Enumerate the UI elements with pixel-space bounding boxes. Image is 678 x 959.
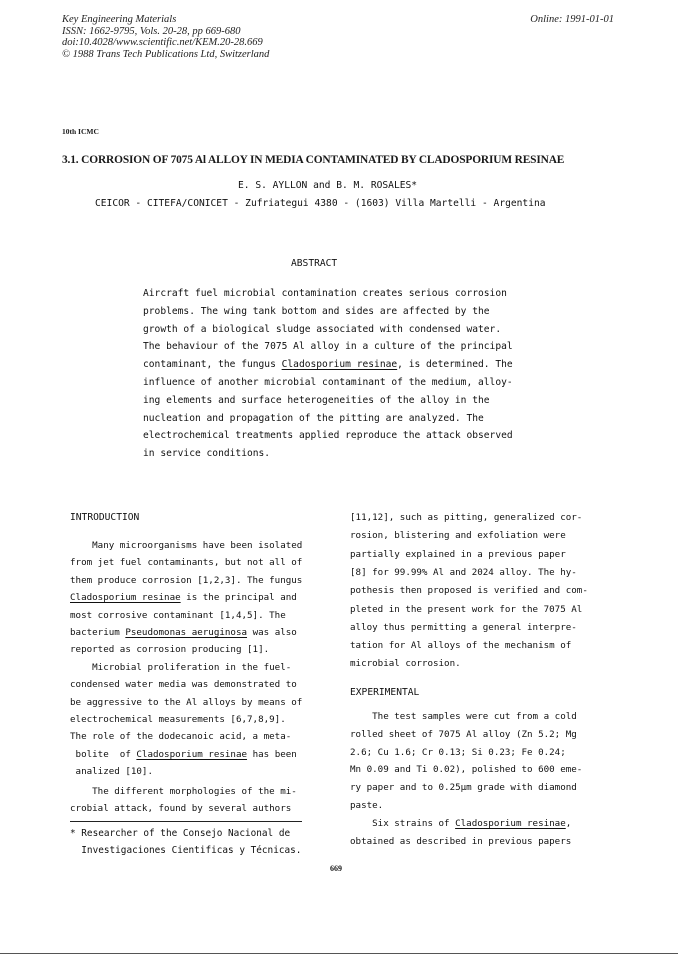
introduction-body (70, 540, 332, 820)
text-line: partially explained in a previous paper (350, 548, 566, 560)
text-line: ry paper and to 0.25μm grade with diamond (350, 782, 577, 794)
abstract-heading: ABSTRACT (291, 258, 338, 269)
text-line: rolled sheet of 7075 Al alloy (Zn 5.2; Mg (350, 728, 577, 740)
abstract-line: problems. The wing tank bottom and sides are affected by the (143, 305, 490, 317)
page-number: 669 (330, 864, 342, 873)
text-line: bacterium Pseudomonas aeruginosa was also (70, 627, 297, 638)
introduction-heading: INTRODUCTION (70, 512, 140, 523)
text-line: be aggressive to the Al alloys by means of (70, 696, 303, 708)
footnote-line: * Researcher of the Consejo Nacional de (70, 828, 291, 839)
text-line: from jet fuel contaminants, but not all of (70, 557, 303, 569)
text-line: Mn 0.09 and Ti 0.02), polished to 600 eme- (350, 764, 583, 776)
text-line: Six strains of Cladosporium resinae, (350, 817, 572, 829)
abstract-line: Aircraft fuel microbial contamination creates serious corrosion (143, 288, 507, 299)
author-list: E. S. AYLLON and B. M. ROSALES* (238, 180, 418, 191)
text-line: Many microorganisms have been isolated (70, 540, 303, 551)
text-line: Microbial proliferation in the fuel- (70, 661, 292, 673)
abstract-line: influence of another microbial contaminant of the medium, alloy- (143, 377, 513, 388)
footnote-rule (70, 821, 302, 822)
text-line: tation for Al alloys of the mechanism of (350, 640, 572, 652)
text-line: 2.6; Cu 1.6; Cr 0.13; Si 0.23; Fe 0.24; (350, 746, 566, 758)
abstract-line: in service conditions. (143, 448, 271, 460)
text-line: [11,12], such as pitting, generalized cor- (350, 512, 583, 523)
abstract-line: ing elements and surface heterogeneities of the alloy in the (143, 394, 490, 406)
abstract-line: electrochemical treatments applied reproduce the attack observed (143, 430, 513, 442)
journal-name: Key Engineering Materials (62, 14, 177, 25)
right-column-top (350, 512, 612, 672)
text-line: most corrosive contaminant [1,4,5]. The (70, 609, 286, 621)
paper-title: 3.1. CORROSION OF 7075 Al ALLOY IN MEDIA CONTAMINATED BY CLADOSPORIUM RESINAE (62, 154, 565, 166)
text-line: bolite of Cladosporium resinae has been (70, 748, 297, 760)
experimental-body (350, 711, 612, 851)
affiliation: CEICOR - CITEFA/CONICET - Zufriategui 4380 - (1603) Villa Martelli - Argentina (95, 198, 546, 209)
text-line: The different morphologies of the mi- (70, 786, 297, 797)
text-line: rosion, blistering and exfoliation were (350, 530, 566, 542)
experimental-heading: EXPERIMENTAL (350, 687, 420, 698)
abstract-body (143, 288, 543, 472)
text-line: obtained as described in previous papers (350, 835, 572, 847)
text-line: alloy thus permitting a general interpre- (350, 621, 577, 633)
text-line: them produce corrosion [1,2,3]. The fungus (70, 574, 303, 586)
text-line: condensed water media was demonstrated to (70, 679, 297, 691)
abstract-line: growth of a biological sludge associated with condensed water. (143, 323, 502, 335)
footnote (70, 828, 332, 864)
issn-line: ISSN: 1662-9795, Vols. 20-28, pp 669-680 (62, 25, 241, 37)
bottom-rule (0, 953, 678, 954)
text-line: pothesis then proposed is verified and com- (350, 585, 588, 597)
text-line: [8] for 99.99% Al and 2024 alloy. The hy- (350, 566, 577, 578)
text-line: The role of the dodecanoic acid, a meta- (70, 731, 292, 743)
text-line: pleted in the present work for the 7075 Al (350, 603, 583, 615)
doi-line: doi:10.4028/www.scientific.net/KEM.20-28.669 (62, 37, 263, 48)
abstract-line: The behaviour of the 7075 Al alloy in a culture of the principal (143, 341, 513, 353)
text-line: The test samples were cut from a cold (350, 711, 577, 722)
text-line: crobial attack, found by several authors (70, 803, 292, 815)
text-line: Cladosporium resinae is the principal and (70, 592, 297, 604)
text-line: paste. (350, 800, 384, 811)
abstract-line: contaminant, the fungus Cladosporium resinae, is determined. The (143, 359, 513, 371)
online-date: Online: 1991-01-01 (530, 14, 614, 25)
copyright-line: © 1988 Trans Tech Publications Ltd, Switzerland (62, 48, 270, 60)
text-line: reported as corrosion producing [1]. (70, 644, 270, 656)
conference-tag: 10th ICMC (62, 127, 99, 136)
footnote-line: Investigaciones Cientificas y Técnicas. (70, 845, 302, 856)
text-line: analized [10]. (70, 766, 153, 778)
abstract-line: nucleation and propagation of the pitting are analyzed. The (143, 412, 484, 424)
text-line: electrochemical measurements [6,7,8,9]. (70, 714, 286, 725)
text-line: microbial corrosion. (350, 658, 461, 670)
